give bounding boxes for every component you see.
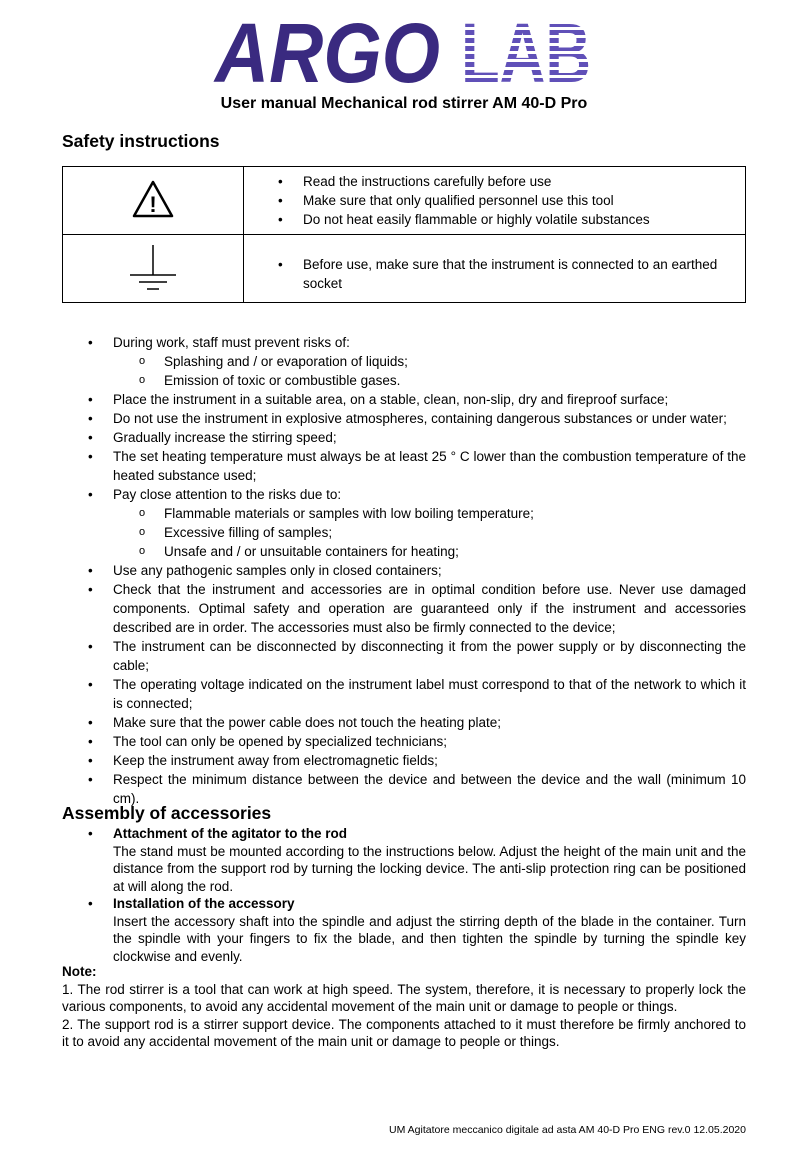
rule-item: • Pay close attention to the risks due to: [62, 485, 746, 504]
rule-item: • The instrument can be disconnected by disconnecting it from the power supply or by disconnecting the cable; [62, 637, 746, 675]
rule-item: • Place the instrument in a suitable area, on a stable, clean, non-slip, dry and fireproof surface; [62, 390, 746, 409]
page-title: User manual Mechanical rod stirrer AM 40-D Pro [220, 95, 588, 112]
safety-row-warning [63, 167, 746, 235]
rule-item: • Respect the minimum distance between the device and between the device and the wall (minimum 10 cm). [62, 770, 746, 808]
assembly-item: • Installation of the accessory Insert the accessory shaft into the spindle and adjust the stirring depth of the blade in the container. Turn the spindle with your fingers to fix the blade, and then tighten the spindle by turning the spindle key clockwise and evenly. [88, 896, 746, 964]
rule-item: • Make sure that the power cable does not touch the heating plate; [62, 713, 746, 732]
rule-subitem: o Excessive filling of samples; [62, 523, 746, 542]
rule-item: • The operating voltage indicated on the instrument label must correspond to that of the network to which it is connected; [62, 675, 746, 713]
assembly-heading: Assembly of accessories [62, 803, 272, 823]
note-label: Note: [62, 964, 97, 979]
note-line: 1. The rod stirrer is a tool that can work at high speed. The system, therefore, it is necessary to properly lock the various components, to avoid any accidental movement of the main unit or damage to people or things. [62, 981, 746, 1014]
safety-icon-cell [63, 167, 244, 235]
rule-item: • The set heating temperature must always be at least 25 ° C lower than the combustion temperature of the heated substance used; [62, 447, 746, 485]
safety-item: • Do not heat easily flammable or highly volatile substances [303, 210, 745, 229]
safety-icon-cell [63, 235, 244, 303]
assembly-item-body: Insert the accessory shaft into the spindle and adjust the stirring depth of the blade in the container. Turn the spindle with your fingers to fix the blade, and then tighten the spindle by turning the spindle key clockwise and evenly. [113, 913, 746, 964]
rule-subitem: o Flammable materials or samples with low boiling temperature; [62, 504, 746, 523]
rule-item: • During work, staff must prevent risks of: [62, 333, 746, 352]
safety-rules-list [62, 333, 746, 808]
safety-heading: Safety instructions [62, 131, 220, 151]
argo-lab-logo [213, 6, 595, 100]
earth-ground-icon [128, 243, 178, 291]
note-line: 2. The support rod is a stirrer support device. The components attached to it must therefore be firmly anchored to it to avoid any accidental movement of the main unit or damage to people or things. [62, 1016, 746, 1049]
warning-exclamation: ! [149, 192, 157, 217]
safety-table [62, 166, 746, 303]
rule-subitem: o Unsafe and / or unsuitable containers for heating; [62, 542, 746, 561]
rule-item: • Do not use the instrument in explosive atmospheres, containing dangerous substances or under water; [62, 409, 746, 428]
rule-subitem: o Splashing and / or evaporation of liquids; [62, 352, 746, 371]
rule-item: • Check that the instrument and accessories are in optimal condition before use. Never use damaged components. Optimal safety and operation are guaranteed only if the instrument and accessories described are in order. The accessories must also be firmly connected to the device; [62, 580, 746, 637]
safety-item: • Read the instructions carefully before use [303, 172, 745, 191]
assembly-item-body: The stand must be mounted according to the instructions below. Adjust the height of the main unit and the distance from the support rod by turning the locking device. The anti-slip protection ring can be positioned at will along the rod. [113, 843, 746, 894]
rule-item: • Use any pathogenic samples only in closed containers; [62, 561, 746, 580]
rule-item: • Keep the instrument away from electromagnetic fields; [62, 751, 746, 770]
safety-text-cell [244, 235, 746, 303]
rule-item: • The tool can only be opened by specialized technicians; [62, 732, 746, 751]
logo-text-argo: ARGO [213, 6, 440, 100]
assembly-item-title: Installation of the accessory [113, 896, 295, 911]
safety-item: • Before use, make sure that the instrument is connected to an earthed socket [303, 255, 745, 294]
logo-text-lab: LAB [461, 6, 591, 100]
warning-triangle-icon [131, 179, 175, 219]
safety-item: • Make sure that only qualified personnel use this tool [303, 191, 745, 210]
safety-row-ground [63, 235, 746, 303]
assembly-item-title: Attachment of the agitator to the rod [113, 826, 347, 841]
safety-text-cell [244, 167, 746, 235]
rule-item: • Gradually increase the stirring speed; [62, 428, 746, 447]
page-footer: UM Agitatore meccanico digitale ad asta AM 40-D Pro ENG rev.0 12.05.2020 [389, 1124, 746, 1136]
rule-subitem: o Emission of toxic or combustible gases. [62, 371, 746, 390]
assembly-item: • Attachment of the agitator to the rod The stand must be mounted according to the instructions below. Adjust the height of the main unit and the distance from the support rod by turning the locking device. The anti-slip protection ring can be positioned at will along the rod. [88, 826, 746, 894]
note-section [62, 963, 746, 1051]
assembly-list [62, 825, 746, 965]
